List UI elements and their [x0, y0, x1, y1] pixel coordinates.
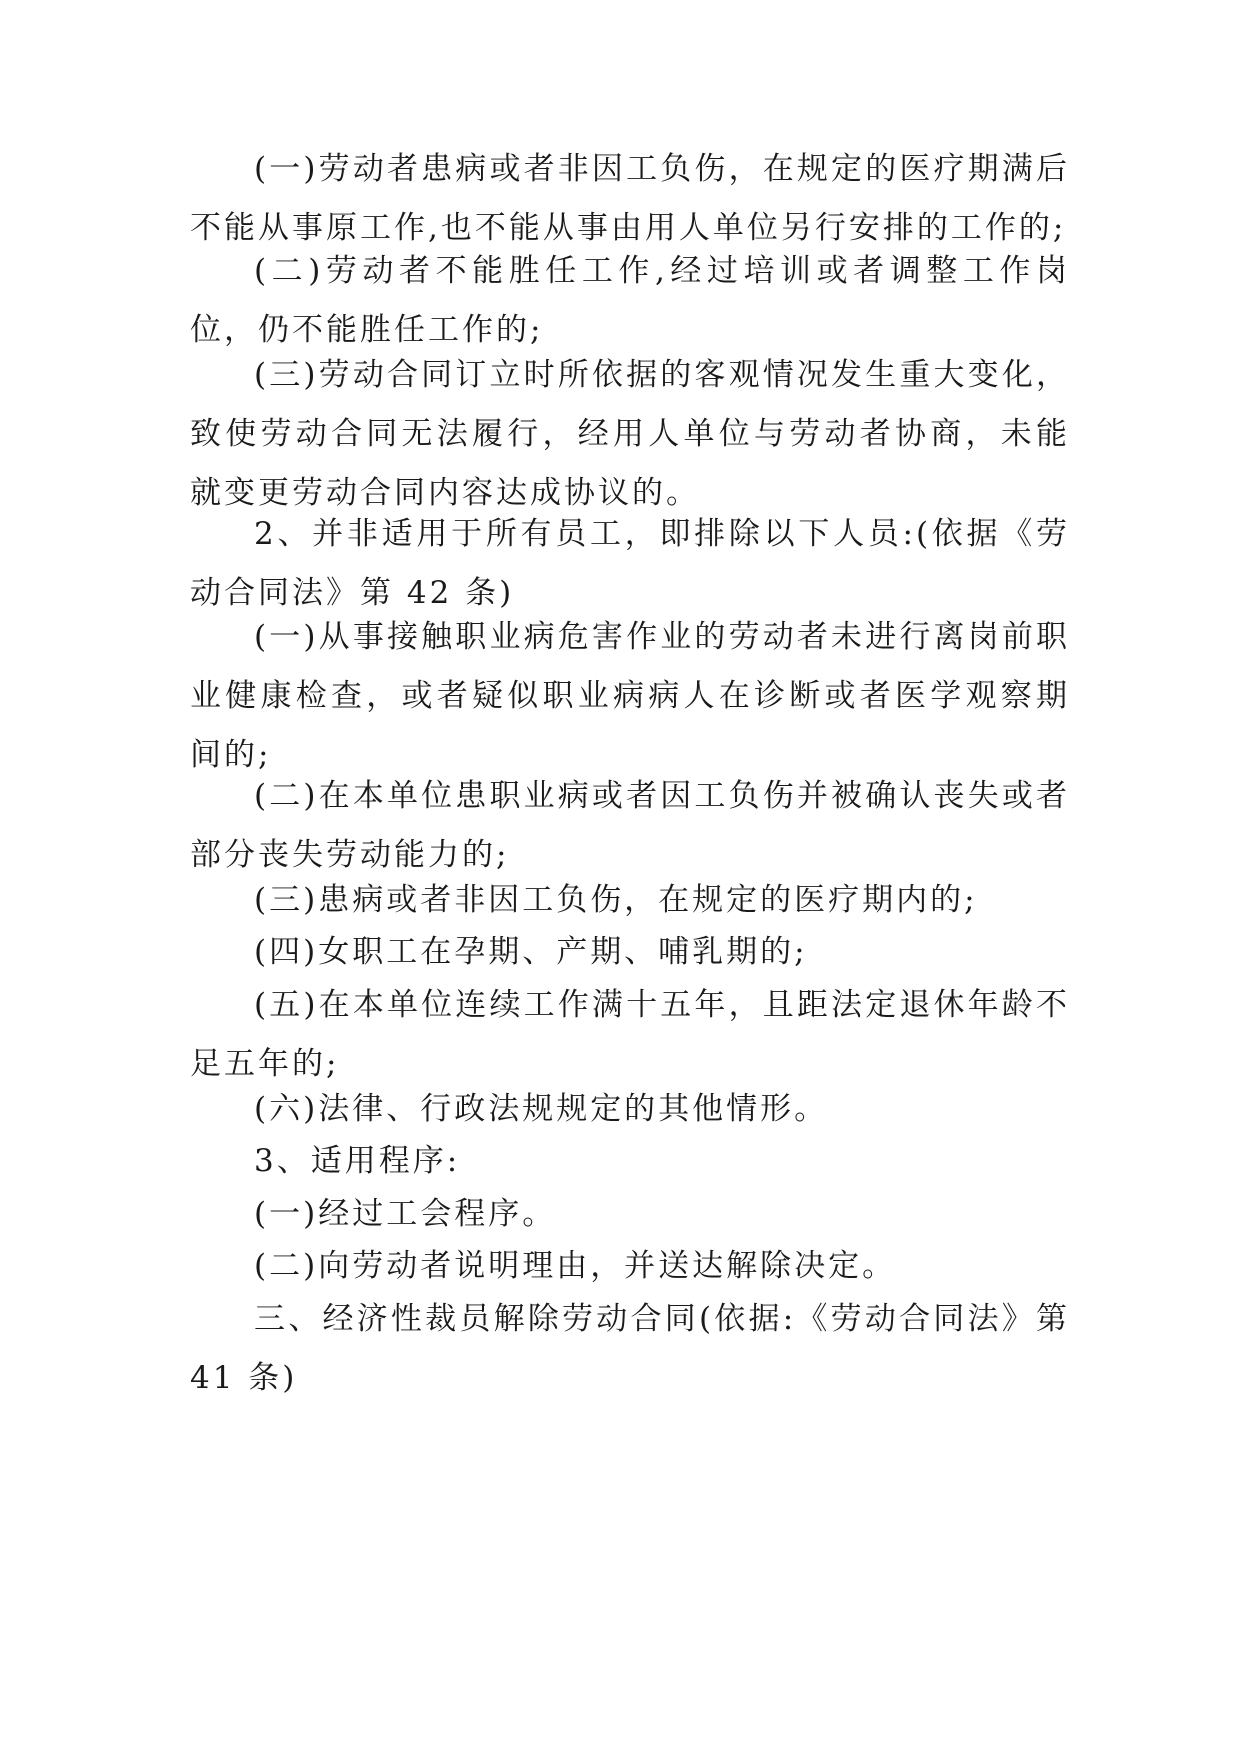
paragraph-1: (一)劳动者患病或者非因工负伤，在规定的医疗期满后不能从事原工作,也不能从事由用人单位另行安排的工作的;	[190, 151, 1070, 246]
paragraph-10: (六)法律、行政法规规定的其他情形。	[254, 1091, 829, 1127]
paragraph-13: (二)向劳动者说明理由，并送达解除决定。	[254, 1248, 897, 1284]
paragraph-11: 3、适用程序:	[254, 1143, 461, 1179]
paragraph-14: 三、经济性裁员解除劳动合同(依据:《劳动合同法》第41 条)	[190, 1301, 1070, 1396]
paragraph-7: (三)患病或者非因工负伤，在规定的医疗期内的;	[254, 882, 978, 918]
paragraph-12: (一)经过工会程序。	[254, 1196, 557, 1232]
paragraph-2: (二)劳动者不能胜任工作,经过培训或者调整工作岗位，仍不能胜任工作的;	[190, 253, 1070, 348]
paragraph-9: (五)在本单位连续工作满十五年，且距法定退休年龄不足五年的;	[190, 987, 1070, 1082]
paragraph-8: (四)女职工在孕期、产期、哺乳期的;	[254, 934, 808, 970]
paragraph-6: (二)在本单位患职业病或者因工负伤并被确认丧失或者部分丧失劳动能力的;	[190, 778, 1070, 873]
paragraph-5: (一)从事接触职业病危害作业的劳动者未进行离岗前职业健康检查，或者疑似职业病病人在诊断或者医学观察期间的;	[190, 619, 1070, 773]
paragraph-3: (三)劳动合同订立时所依据的客观情况发生重大变化，致使劳动合同无法履行，经用人单位与劳动者协商，未能就变更劳动合同内容达成协议的。	[190, 357, 1070, 511]
paragraph-4: 2、并非适用于所有员工，即排除以下人员:(依据《劳动合同法》第 42 条)	[190, 516, 1070, 611]
